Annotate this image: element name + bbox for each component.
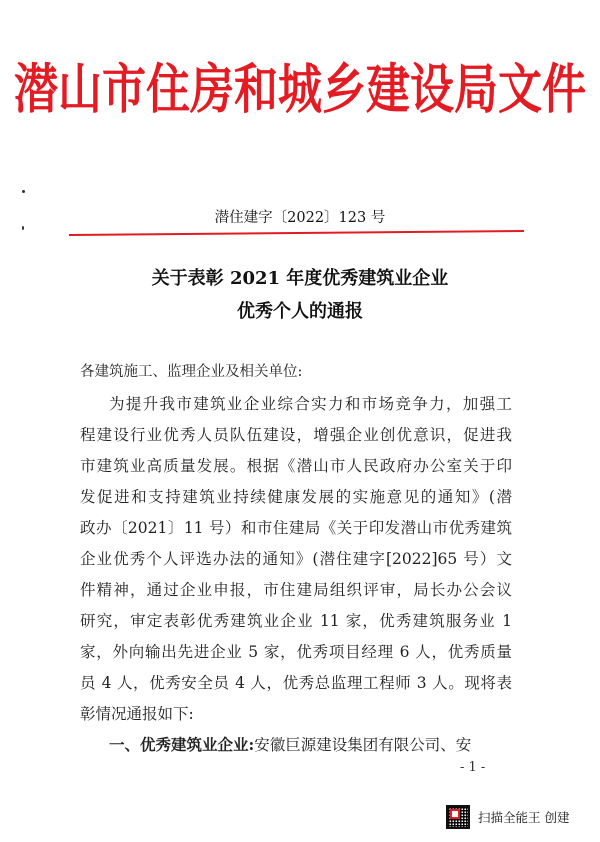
- section-1-heading: 一、优秀建筑业企业:: [109, 735, 255, 754]
- body-line: [80, 456, 512, 476]
- body-text: 为提升我市建筑业企业综合实力和市场竞争力，加强工: [109, 395, 512, 413]
- body-line: [80, 425, 512, 445]
- scanner-watermark: [446, 804, 569, 830]
- header-divider: [69, 230, 524, 236]
- section-1-line: [109, 735, 471, 755]
- body-text: 家，外向输出先进企业 5 家，优秀项目经理 6 人，优秀质量: [80, 643, 512, 661]
- agency-header-title: 潜山市住房和城乡建设局文件: [14, 58, 586, 122]
- body-text: 发促进和支持建筑业持续健康发展的实施意见的通知》(潜: [80, 488, 512, 506]
- document-number: 潜住建字〔2022〕123 号: [214, 210, 386, 226]
- body-line: [80, 611, 512, 631]
- section-1-text: 安徽巨源建设集团有限公司、安: [254, 736, 472, 754]
- body-text: 员 4 人，优秀安全员 4 人，优秀总监理工程师 3 人。现将表: [80, 674, 512, 692]
- body-text: 市建筑业高质量发展。根据《潜山市人民政府办公室关于印: [80, 457, 512, 475]
- body-text: 企业优秀个人评选办法的通知》(潜住建字[2022]65 号）文: [80, 550, 512, 568]
- body-line: [80, 704, 194, 724]
- watermark-text: 扫描全能王 创建: [478, 810, 570, 825]
- body-line: [80, 580, 512, 600]
- body-line: [80, 518, 512, 538]
- scan-speck: [22, 190, 25, 193]
- salutation: 各建筑施工、监理企业及相关单位:: [80, 364, 303, 380]
- qr-code-icon: [446, 805, 470, 829]
- body-line: [80, 549, 512, 569]
- body-text: 件精神，通过企业申报，市住建局组织评审，局长办公会议: [80, 581, 512, 599]
- body-line: [80, 487, 512, 507]
- body-text: 程建设行业优秀人员队伍建设，增强企业创优意识，促进我: [80, 426, 512, 444]
- body-line: [80, 642, 512, 662]
- body-line: [109, 394, 512, 414]
- notice-title-line-1: 关于表彰 2021 年度优秀建筑业企业: [151, 268, 449, 289]
- notice-title-line-2: 优秀个人的通报: [237, 301, 363, 322]
- body-text: 彰情况通报如下:: [80, 705, 194, 723]
- body-text: 研究，审定表彰优秀建筑业企业 11 家，优秀建筑服务业 1: [80, 612, 512, 630]
- body-line: [80, 673, 512, 693]
- page-number: - 1 -: [460, 760, 486, 775]
- body-text: 政办〔2021〕11 号）和市住建局《关于印发潜山市优秀建筑: [80, 519, 512, 537]
